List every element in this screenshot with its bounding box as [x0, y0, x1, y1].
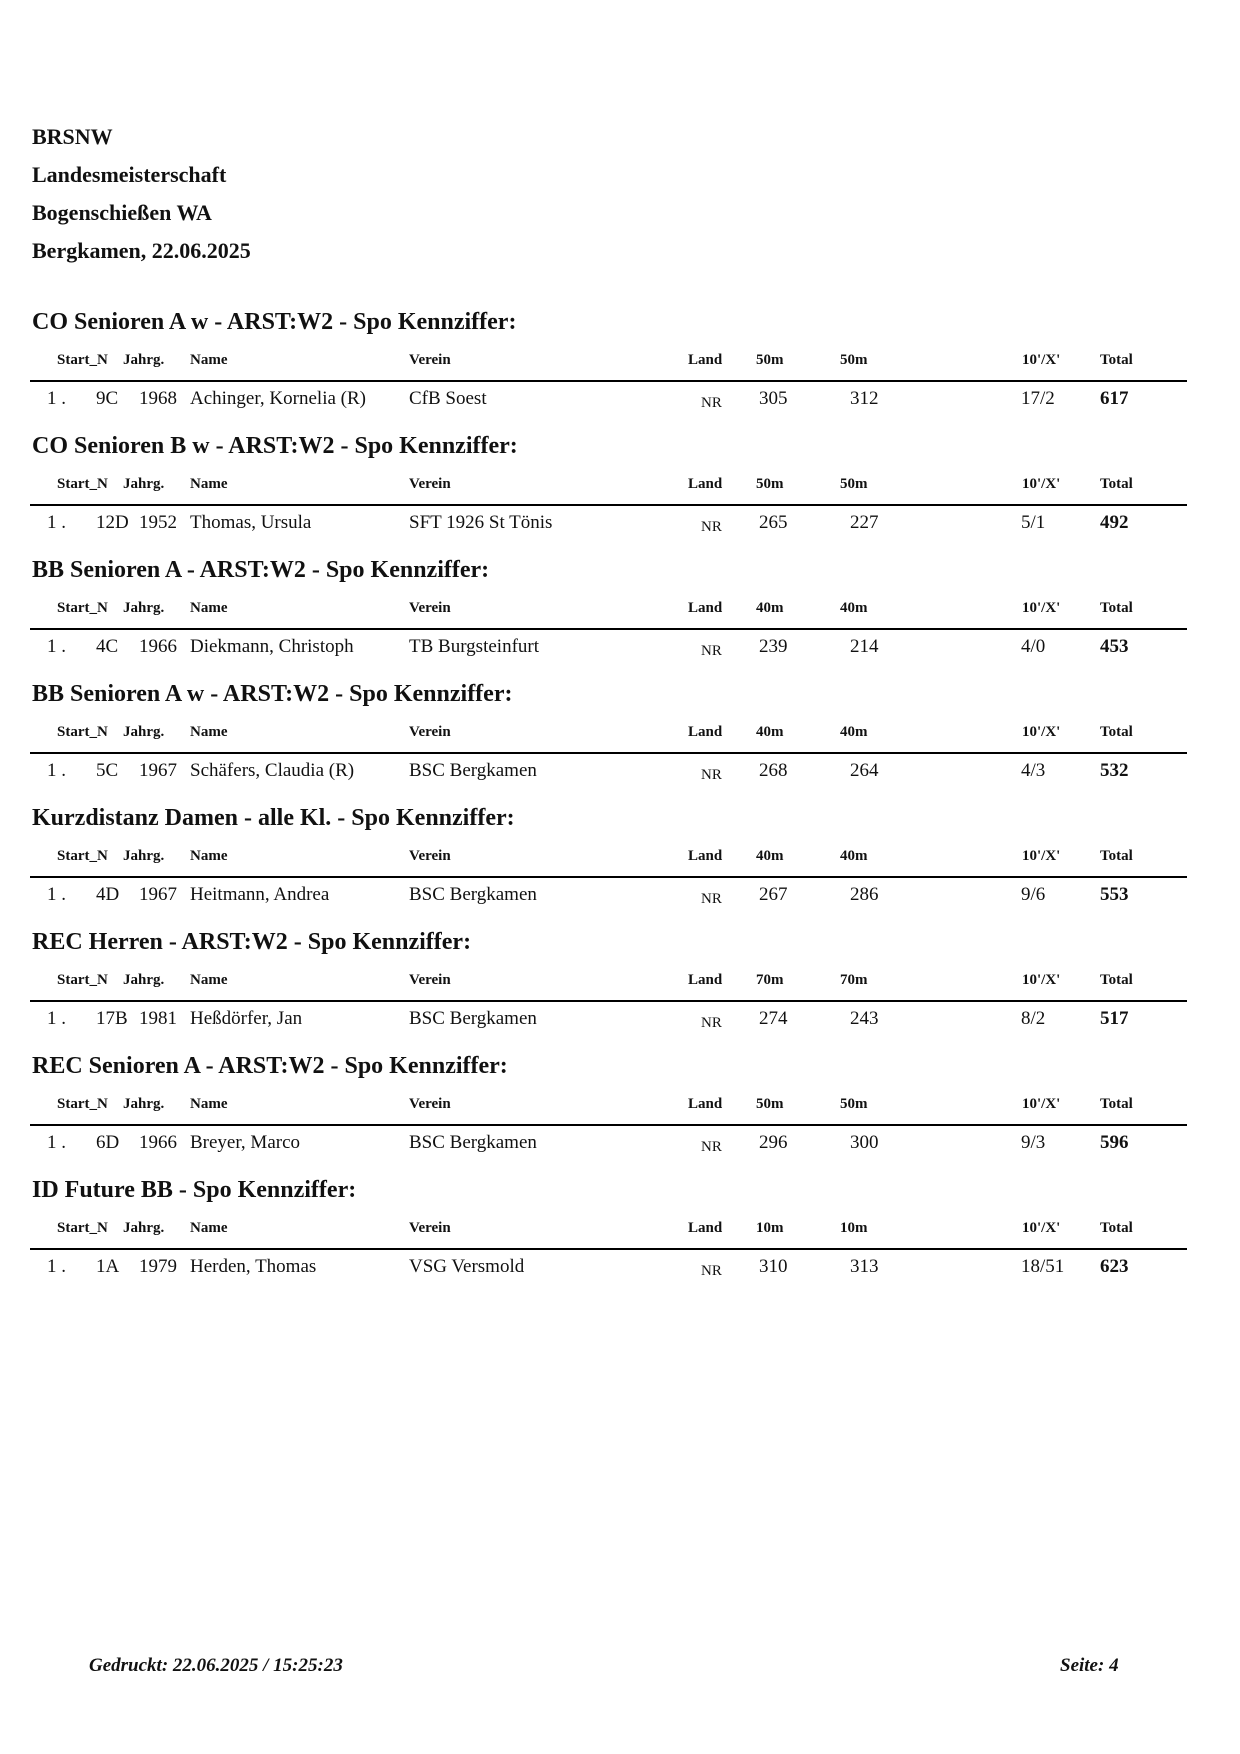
total-cell: 617 — [1100, 388, 1129, 409]
col-header-name: Name — [190, 1096, 228, 1112]
rank-cell: 1 . — [47, 1008, 66, 1029]
result-section — [0, 1051, 1240, 1175]
athlete-name-cell: Achinger, Kornelia (R) — [190, 388, 366, 409]
start-number-cell: 6D — [96, 1132, 120, 1153]
col-header-tens-x: 10'/X' — [1022, 476, 1061, 492]
score-1-cell: 268 — [759, 760, 788, 781]
section-title: REC Herren - ARST:W2 - Spo Kennziffer: — [32, 929, 472, 955]
col-header-total: Total — [1100, 476, 1133, 492]
col-header-club: Verein — [409, 972, 451, 988]
col-header-start: Start_N — [57, 724, 108, 740]
rank-cell: 1 . — [47, 1256, 66, 1277]
score-1-cell: 265 — [759, 512, 788, 533]
place-date: Bergkamen, 22.06.2025 — [32, 238, 251, 263]
col-header-start: Start_N — [57, 600, 108, 616]
rank-cell: 1 . — [47, 512, 66, 533]
start-number-cell: 1A — [96, 1256, 120, 1277]
col-header-distance-2: 70m — [840, 972, 868, 988]
col-header-distance-2: 50m — [840, 352, 868, 368]
col-header-distance-2: 40m — [840, 724, 868, 740]
col-header-distance-1: 40m — [756, 724, 784, 740]
start-number-cell: 5C — [96, 760, 119, 781]
col-header-total: Total — [1100, 1220, 1133, 1236]
score-1-cell: 305 — [759, 388, 788, 409]
col-header-distance-2: 50m — [840, 1096, 868, 1112]
col-header-distance-2: 50m — [840, 476, 868, 492]
total-cell: 532 — [1100, 760, 1129, 781]
tens-x-cell: 9/3 — [1021, 1132, 1046, 1153]
col-header-club: Verein — [409, 848, 451, 864]
section-title: REC Senioren A - ARST:W2 - Spo Kennziffer: — [32, 1053, 508, 1079]
score-1-cell: 239 — [759, 636, 788, 657]
col-header-club: Verein — [409, 352, 451, 368]
header-rule — [30, 1248, 1187, 1250]
land-cell: NR — [701, 1015, 722, 1031]
col-header-distance-1: 40m — [756, 848, 784, 864]
score-2-cell: 264 — [850, 760, 879, 781]
club-cell: CfB Soest — [409, 388, 487, 409]
score-2-cell: 286 — [850, 884, 879, 905]
birth-year-cell: 1981 — [139, 1008, 177, 1029]
col-header-club: Verein — [409, 476, 451, 492]
section-title: Kurzdistanz Damen - alle Kl. - Spo Kennziffer: — [32, 805, 515, 831]
section-title: CO Senioren B w - ARST:W2 - Spo Kennziffer: — [32, 433, 518, 459]
score-1-cell: 310 — [759, 1256, 788, 1277]
score-1-cell: 296 — [759, 1132, 788, 1153]
birth-year-cell: 1968 — [139, 388, 177, 409]
header-rule — [30, 504, 1187, 506]
col-header-name: Name — [190, 848, 228, 864]
org-name: BRSNW — [32, 124, 113, 149]
start-number-cell: 4D — [96, 884, 120, 905]
section-title: BB Senioren A - ARST:W2 - Spo Kennziffer: — [32, 557, 490, 583]
col-header-land: Land — [688, 972, 723, 988]
col-header-distance-1: 50m — [756, 476, 784, 492]
score-2-cell: 312 — [850, 388, 879, 409]
col-header-club: Verein — [409, 600, 451, 616]
col-header-distance-1: 70m — [756, 972, 784, 988]
col-header-total: Total — [1100, 600, 1133, 616]
birth-year-cell: 1967 — [139, 760, 177, 781]
header-rule — [30, 1124, 1187, 1126]
col-header-name: Name — [190, 352, 228, 368]
section-title: BB Senioren A w - ARST:W2 - Spo Kennziffer: — [32, 681, 513, 707]
club-cell: SFT 1926 St Tönis — [409, 512, 553, 533]
col-header-land: Land — [688, 476, 723, 492]
birth-year-cell: 1966 — [139, 1132, 177, 1153]
header-rule — [30, 628, 1187, 630]
col-header-start: Start_N — [57, 848, 108, 864]
col-header-land: Land — [688, 352, 723, 368]
land-cell: NR — [701, 1139, 722, 1155]
col-header-start: Start_N — [57, 1096, 108, 1112]
result-section — [0, 679, 1240, 803]
tens-x-cell: 5/1 — [1021, 512, 1046, 533]
birth-year-cell: 1967 — [139, 884, 177, 905]
col-header-club: Verein — [409, 1220, 451, 1236]
section-title: CO Senioren A w - ARST:W2 - Spo Kennziffer: — [32, 309, 517, 335]
score-1-cell: 267 — [759, 884, 788, 905]
land-cell: NR — [701, 891, 722, 907]
tens-x-cell: 8/2 — [1021, 1008, 1046, 1029]
total-cell: 453 — [1100, 636, 1129, 657]
col-header-year: Jahrg. — [123, 848, 165, 864]
athlete-name-cell: Herden, Thomas — [190, 1256, 317, 1277]
col-header-start: Start_N — [57, 972, 108, 988]
col-header-tens-x: 10'/X' — [1022, 972, 1061, 988]
col-header-tens-x: 10'/X' — [1022, 600, 1061, 616]
col-header-year: Jahrg. — [123, 600, 165, 616]
rank-cell: 1 . — [47, 1132, 66, 1153]
col-header-distance-1: 50m — [756, 1096, 784, 1112]
athlete-name-cell: Thomas, Ursula — [190, 512, 312, 533]
col-header-start: Start_N — [57, 1220, 108, 1236]
col-header-land: Land — [688, 600, 723, 616]
results-list — [0, 307, 1240, 1299]
rank-cell: 1 . — [47, 884, 66, 905]
col-header-name: Name — [190, 476, 228, 492]
tens-x-cell: 17/2 — [1021, 388, 1055, 409]
col-header-land: Land — [688, 848, 723, 864]
total-cell: 492 — [1100, 512, 1129, 533]
col-header-distance-2: 40m — [840, 600, 868, 616]
tens-x-cell: 4/0 — [1021, 636, 1046, 657]
score-2-cell: 243 — [850, 1008, 879, 1029]
club-cell: TB Burgsteinfurt — [409, 636, 540, 657]
club-cell: BSC Bergkamen — [409, 760, 537, 781]
col-header-name: Name — [190, 724, 228, 740]
score-2-cell: 227 — [850, 512, 879, 533]
score-2-cell: 214 — [850, 636, 879, 657]
total-cell: 553 — [1100, 884, 1129, 905]
athlete-name-cell: Heitmann, Andrea — [190, 884, 330, 905]
col-header-year: Jahrg. — [123, 972, 165, 988]
score-1-cell: 274 — [759, 1008, 788, 1029]
col-header-total: Total — [1100, 972, 1133, 988]
start-number-cell: 9C — [96, 388, 119, 409]
result-section — [0, 307, 1240, 431]
start-number-cell: 17B — [96, 1008, 128, 1029]
tens-x-cell: 9/6 — [1021, 884, 1046, 905]
athlete-name-cell: Diekmann, Christoph — [190, 636, 354, 657]
header-rule — [30, 1000, 1187, 1002]
col-header-distance-1: 50m — [756, 352, 784, 368]
document-header — [32, 118, 251, 270]
col-header-total: Total — [1100, 1096, 1133, 1112]
col-header-tens-x: 10'/X' — [1022, 1096, 1061, 1112]
club-cell: BSC Bergkamen — [409, 1008, 537, 1029]
col-header-distance-1: 10m — [756, 1220, 784, 1236]
land-cell: NR — [701, 395, 722, 411]
col-header-year: Jahrg. — [123, 1096, 165, 1112]
discipline-title: Bogenschießen WA — [32, 200, 212, 225]
rank-cell: 1 . — [47, 636, 66, 657]
athlete-name-cell: Schäfers, Claudia (R) — [190, 760, 355, 781]
col-header-distance-2: 10m — [840, 1220, 868, 1236]
print-timestamp: Gedruckt: 22.06.2025 / 15:25:23 — [89, 1655, 343, 1676]
result-section — [0, 1175, 1240, 1299]
col-header-name: Name — [190, 1220, 228, 1236]
col-header-land: Land — [688, 1220, 723, 1236]
col-header-land: Land — [688, 724, 723, 740]
start-number-cell: 4C — [96, 636, 119, 657]
result-section — [0, 431, 1240, 555]
rank-cell: 1 . — [47, 388, 66, 409]
total-cell: 623 — [1100, 1256, 1129, 1277]
club-cell: BSC Bergkamen — [409, 884, 537, 905]
header-rule — [30, 876, 1187, 878]
land-cell: NR — [701, 643, 722, 659]
col-header-club: Verein — [409, 1096, 451, 1112]
total-cell: 596 — [1100, 1132, 1129, 1153]
athlete-name-cell: Breyer, Marco — [190, 1132, 301, 1153]
rank-cell: 1 . — [47, 760, 66, 781]
col-header-tens-x: 10'/X' — [1022, 848, 1061, 864]
result-section — [0, 927, 1240, 1051]
event-title: Landesmeisterschaft — [32, 162, 227, 187]
birth-year-cell: 1979 — [139, 1256, 177, 1277]
col-header-total: Total — [1100, 724, 1133, 740]
tens-x-cell: 18/51 — [1021, 1256, 1065, 1277]
col-header-tens-x: 10'/X' — [1022, 1220, 1061, 1236]
col-header-start: Start_N — [57, 352, 108, 368]
land-cell: NR — [701, 767, 722, 783]
result-section — [0, 803, 1240, 927]
section-title: ID Future BB - Spo Kennziffer: — [32, 1177, 357, 1203]
col-header-year: Jahrg. — [123, 352, 165, 368]
col-header-year: Jahrg. — [123, 1220, 165, 1236]
col-header-start: Start_N — [57, 476, 108, 492]
total-cell: 517 — [1100, 1008, 1129, 1029]
land-cell: NR — [701, 1263, 722, 1279]
col-header-total: Total — [1100, 352, 1133, 368]
page-number: Seite: 4 — [1060, 1655, 1119, 1676]
start-number-cell: 12D — [96, 512, 129, 533]
athlete-name-cell: Heßdörfer, Jan — [190, 1008, 303, 1029]
col-header-land: Land — [688, 1096, 723, 1112]
header-rule — [30, 380, 1187, 382]
col-header-distance-2: 40m — [840, 848, 868, 864]
birth-year-cell: 1966 — [139, 636, 177, 657]
result-section — [0, 555, 1240, 679]
club-cell: VSG Versmold — [409, 1256, 525, 1277]
col-header-name: Name — [190, 600, 228, 616]
col-header-tens-x: 10'/X' — [1022, 724, 1061, 740]
birth-year-cell: 1952 — [139, 512, 177, 533]
land-cell: NR — [701, 519, 722, 535]
club-cell: BSC Bergkamen — [409, 1132, 537, 1153]
col-header-tens-x: 10'/X' — [1022, 352, 1061, 368]
col-header-year: Jahrg. — [123, 476, 165, 492]
score-2-cell: 313 — [850, 1256, 879, 1277]
col-header-name: Name — [190, 972, 228, 988]
header-rule — [30, 752, 1187, 754]
col-header-club: Verein — [409, 724, 451, 740]
score-2-cell: 300 — [850, 1132, 879, 1153]
tens-x-cell: 4/3 — [1021, 760, 1046, 781]
col-header-total: Total — [1100, 848, 1133, 864]
col-header-distance-1: 40m — [756, 600, 784, 616]
col-header-year: Jahrg. — [123, 724, 165, 740]
